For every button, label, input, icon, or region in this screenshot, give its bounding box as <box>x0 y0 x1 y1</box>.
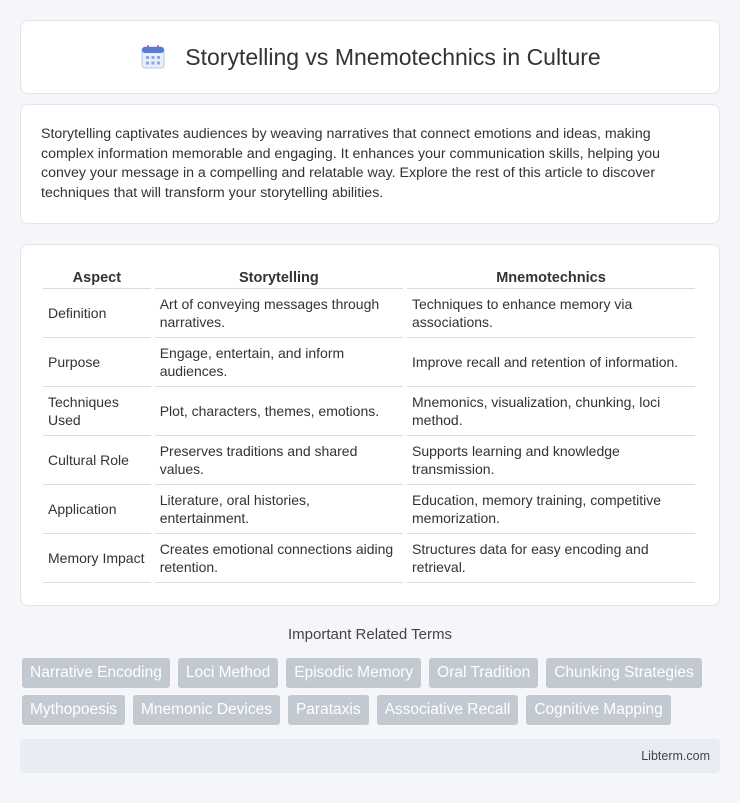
table-row <box>43 387 695 436</box>
table-row <box>43 534 695 583</box>
related-terms-title: Important Related Terms <box>288 626 452 643</box>
column-header: Mnemotechnics <box>407 267 695 289</box>
calendar-grid-icon <box>139 43 167 71</box>
aspect-cell: Cultural Role <box>43 436 151 485</box>
intro-card <box>20 104 720 224</box>
footer <box>20 739 720 773</box>
storytelling-cell: Preserves traditions and shared values. <box>155 436 403 485</box>
table-row <box>43 338 695 387</box>
tag-oral-tradition[interactable]: Oral Tradition <box>429 658 538 688</box>
table-row <box>43 289 695 338</box>
tag-narrative-encoding[interactable]: Narrative Encoding <box>22 658 170 688</box>
mnemotechnics-cell: Mnemonics, visualization, chunking, loci method. <box>407 387 695 436</box>
storytelling-cell: Creates emotional connections aiding retention. <box>155 534 403 583</box>
storytelling-cell: Literature, oral histories, entertainment. <box>155 485 403 534</box>
related-terms <box>22 658 722 732</box>
tag-chunking-strategies[interactable]: Chunking Strategies <box>546 658 702 688</box>
aspect-cell: Techniques Used <box>43 387 151 436</box>
intro-paragraph: Storytelling captivates audiences by weaving narratives that connect emotions and ideas, making complex information memorable and engaging. It enhances your communication skills, helping you convey your message in a compelling and relatable way. Explore the rest of this article to discover techniques that will transform your storytelling abilities. <box>41 126 661 201</box>
comparison-table <box>39 267 699 583</box>
storytelling-cell: Engage, entertain, and inform audiences. <box>155 338 403 387</box>
tag-mnemonic-devices[interactable]: Mnemonic Devices <box>133 695 280 725</box>
footer-site-link[interactable]: Libterm.com <box>641 749 710 763</box>
storytelling-cell: Art of conveying messages through narratives. <box>155 289 403 338</box>
page-title: Storytelling vs Mnemotechnics in Culture <box>185 43 601 70</box>
column-header: Storytelling <box>155 267 403 289</box>
comparison-card <box>20 244 720 606</box>
aspect-cell: Memory Impact <box>43 534 151 583</box>
mnemotechnics-cell: Techniques to enhance memory via associations. <box>407 289 695 338</box>
aspect-cell: Definition <box>43 289 151 338</box>
tag-loci-method[interactable]: Loci Method <box>178 658 278 688</box>
header-card <box>20 20 720 94</box>
tag-row <box>22 658 722 688</box>
tag-associative-recall[interactable]: Associative Recall <box>377 695 519 725</box>
aspect-cell: Application <box>43 485 151 534</box>
tag-row <box>22 695 722 725</box>
mnemotechnics-cell: Supports learning and knowledge transmission. <box>407 436 695 485</box>
table-row <box>43 436 695 485</box>
mnemotechnics-cell: Education, memory training, competitive memorization. <box>407 485 695 534</box>
tag-parataxis[interactable]: Parataxis <box>288 695 369 725</box>
column-header: Aspect <box>43 267 151 289</box>
storytelling-cell: Plot, characters, themes, emotions. <box>155 387 403 436</box>
table-header-row <box>43 267 695 289</box>
header <box>139 43 600 71</box>
table-row <box>43 485 695 534</box>
mnemotechnics-cell: Structures data for easy encoding and retrieval. <box>407 534 695 583</box>
mnemotechnics-cell: Improve recall and retention of information. <box>407 338 695 387</box>
tag-cognitive-mapping[interactable]: Cognitive Mapping <box>526 695 670 725</box>
tag-episodic-memory[interactable]: Episodic Memory <box>286 658 421 688</box>
aspect-cell: Purpose <box>43 338 151 387</box>
tag-mythopoesis[interactable]: Mythopoesis <box>22 695 125 725</box>
